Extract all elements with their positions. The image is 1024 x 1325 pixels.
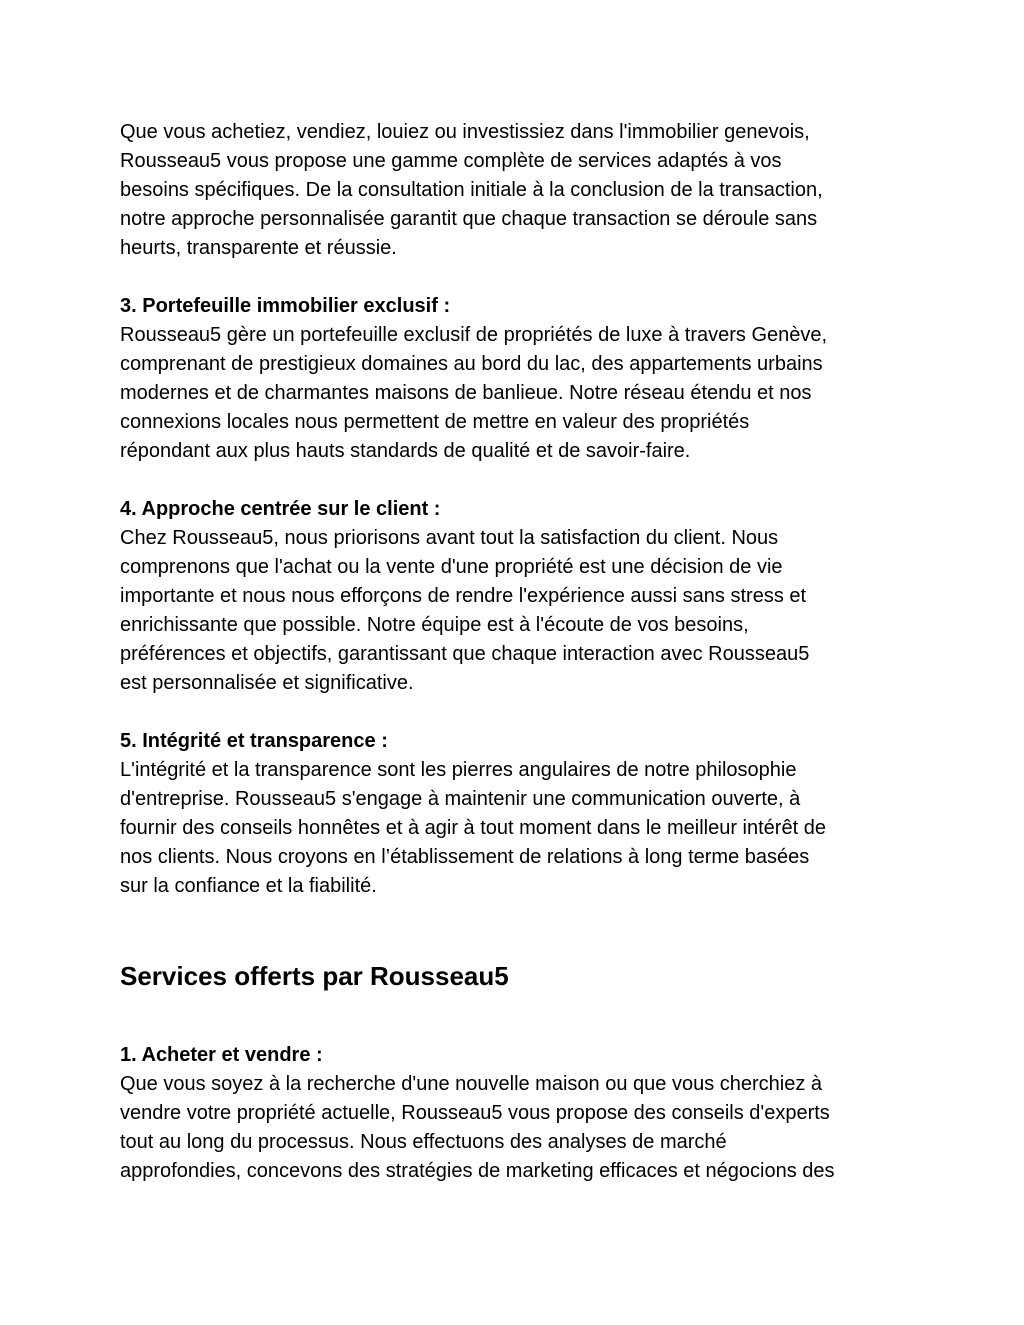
point-approche-client bbox=[120, 495, 910, 698]
intro-paragraph: Que vous achetiez, vendiez, louiez ou investissiez dans l'immobilier genevois, Rousseau5 vous propose une gamme complète de services adaptés à vos besoins spécifiques. De la consultation initiale à la conclusion de la transaction, notre approche personnalisée garantit que chaque transaction se déroule sans heurts, transparente et réussie. bbox=[120, 121, 823, 259]
point-heading: 3. Portefeuille immobilier exclusif : bbox=[120, 295, 451, 317]
point-body: Chez Rousseau5, nous priorisons avant tout la satisfaction du client. Nous comprenons que l'achat ou la vente d'une propriété est une décision de vie importante et nous nous efforçons de rendre l'expérience aussi sans stress et enrichissante que possible. Notre équipe est à l'écoute de vos besoins, préférences et objectifs, garantissant que chaque interaction avec Rousseau5 est personnalisée et significative. bbox=[120, 527, 810, 694]
services-section-title: Services offerts par Rousseau5 bbox=[120, 961, 509, 991]
service-body: Que vous soyez à la recherche d'une nouvelle maison ou que vous cherchiez à vendre votre propriété actuelle, Rousseau5 vous propose des conseils d'experts tout au long du processus. Nous effectuons des analyses de marché approfondies, concevons des stratégies de marketing efficaces et négocions des bbox=[120, 1073, 835, 1182]
paragraph-spacer bbox=[120, 263, 910, 292]
point-heading: 4. Approche centrée sur le client : bbox=[120, 498, 441, 520]
point-heading: 5. Intégrité et transparence : bbox=[120, 730, 388, 752]
paragraph-spacer bbox=[120, 466, 910, 495]
paragraph-spacer bbox=[120, 698, 910, 727]
document-page bbox=[120, 118, 910, 1186]
point-integrite bbox=[120, 727, 910, 901]
service-heading: 1. Acheter et vendre : bbox=[120, 1044, 323, 1066]
point-body: L'intégrité et la transparence sont les pierres angulaires de notre philosophie d'entreprise. Rousseau5 s'engage à maintenir une communication ouverte, à fournir des conseils honnêtes et à agir à tout moment dans le meilleur intérêt de nos clients. Nous croyons en l’établissement de relations à long terme basées sur la confiance et la fiabilité. bbox=[120, 759, 826, 897]
point-body: Rousseau5 gère un portefeuille exclusif de propriétés de luxe à travers Genève, comprenant de prestigieux domaines au bord du lac, des appartements urbains modernes et de charmantes maisons de banlieue. Notre réseau étendu et nos connexions locales nous permettent de mettre en valeur des propriétés répondant aux plus hauts standards de qualité et de savoir-faire. bbox=[120, 324, 828, 462]
service-acheter-vendre bbox=[120, 1041, 910, 1186]
point-portefeuille bbox=[120, 292, 910, 466]
